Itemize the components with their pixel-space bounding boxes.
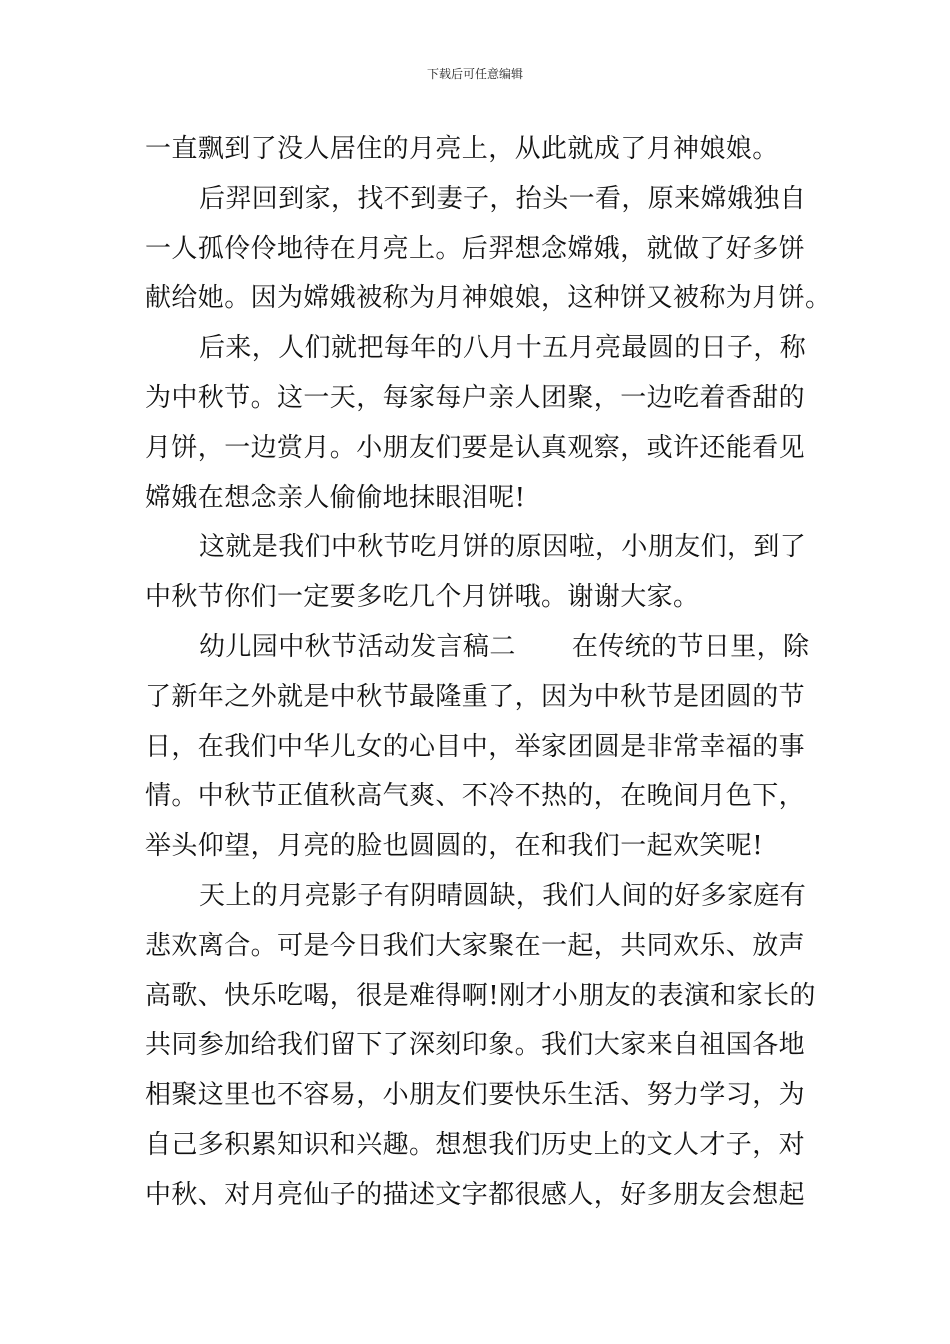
document-body	[145, 125, 832, 1221]
text-line: 相聚这里也不容易，小朋友们要快乐生活、努力学习，为	[145, 1080, 806, 1111]
text-line: 献给她。因为嫦娥被称为月神娘娘，这种饼又被称为月饼。	[145, 283, 832, 314]
page-header-note: 下载后可任意编辑	[426, 67, 523, 81]
text-line: 月饼，一边赏月。小朋友们要是认真观察，或许还能看见	[145, 432, 806, 463]
paragraph-start-line: 这就是我们中秋节吃月饼的原因啦，小朋友们，到了	[199, 532, 807, 563]
section-title-line	[145, 623, 815, 673]
text-line: 共同参加给我们留下了深刻印象。我们大家来自祖国各地	[145, 1030, 806, 1061]
paragraph-start-line: 后羿回到家，找不到妻子，抬头一看，原来嫦娥独自	[199, 183, 807, 214]
text-line: 一人孤伶伶地待在月亮上。后羿想念嫦娥，就做了好多饼	[145, 233, 806, 264]
text-line: 嫦娥在想念亲人偷偷地抹眼泪呢!	[145, 482, 526, 513]
text-line: 为中秋节。这一天，每家每户亲人团聚，一边吃着香甜的	[145, 382, 806, 413]
text-line: 悲欢离合。可是今日我们大家聚在一起，共同欢乐、放声	[145, 930, 806, 961]
text-line: 中秋节你们一定要多吃几个月饼哦。谢谢大家。	[145, 582, 700, 613]
paragraph-start-line: 后来，人们就把每年的八月十五月亮最圆的日子，称	[199, 333, 807, 364]
section-first-text: 在传统的节日里，除	[571, 631, 810, 662]
paragraph-start-line: 天上的月亮影子有阴晴圆缺，我们人间的好多家庭有	[199, 880, 807, 911]
text-line: 日，在我们中华儿女的心目中，举家团圆是非常幸福的事	[145, 731, 806, 762]
section-title: 幼儿园中秋节活动发言稿二	[199, 631, 516, 662]
text-line: 举头仰望，月亮的脸也圆圆的，在和我们一起欢笑呢!	[145, 831, 764, 862]
text-line: 了新年之外就是中秋节最隆重了，因为中秋节是团圆的节	[145, 681, 806, 712]
text-line: 情。中秋节正值秋高气爽、不冷不热的，在晚间月色下，	[145, 781, 806, 812]
text-line: 自己多积累知识和兴趣。想想我们历史上的文人才子，对	[145, 1129, 806, 1160]
text-line: 高歌、快乐吃喝，很是难得啊!刚才小朋友的表演和家长的	[145, 980, 816, 1011]
text-line: 一直飘到了没人居住的月亮上，从此就成了月神娘娘。	[145, 134, 779, 164]
text-line: 中秋、对月亮仙子的描述文字都很感人，好多朋友会想起	[145, 1179, 806, 1210]
